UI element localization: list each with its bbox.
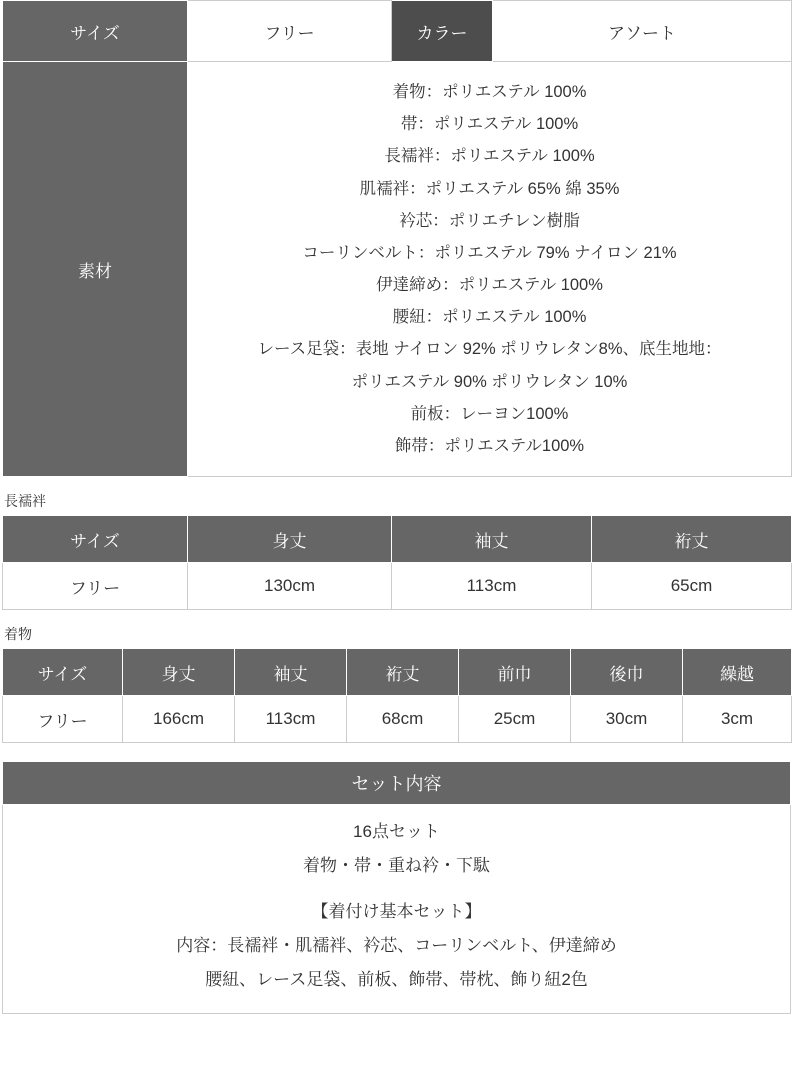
material-line: 腰紐：ポリエステル 100%	[392, 308, 587, 327]
material-line: 前板：レーヨン100%	[410, 404, 569, 423]
kimono-value-yukitake: 68cm	[347, 696, 459, 743]
material-line: 伊達締め：ポリエステル 100%	[376, 276, 603, 295]
material-line: コーリンベルト：ポリエステル 79% ナイロン 21%	[302, 243, 677, 262]
spec-table	[2, 0, 792, 477]
set-line: 16点セット	[353, 822, 440, 842]
material-line: 飾帯：ポリエステル100%	[394, 436, 585, 455]
nagajuban-value-mitake: 130cm	[188, 563, 392, 610]
set-line: 【着付け基本セット】	[311, 902, 482, 922]
material-line: 着物：ポリエステル 100%	[392, 83, 587, 101]
kimono-section-title: 着物	[4, 626, 32, 643]
nagajuban-header-yukitake: 裄丈	[592, 516, 792, 563]
table-row	[3, 696, 792, 743]
material-header-cell: 素材	[3, 62, 188, 477]
kimono-value-mitake: 166cm	[123, 696, 235, 743]
kimono-header-mitake: 身丈	[123, 649, 235, 696]
set-spacer	[11, 883, 782, 895]
set-contents-header: セット内容	[2, 761, 791, 805]
kimono-header-size: サイズ	[3, 649, 123, 696]
table-row	[3, 649, 792, 696]
kimono-value-maehaba: 25cm	[459, 696, 571, 743]
set-contents-body	[2, 805, 791, 1014]
material-line: 衿芯：ポリエチレン樹脂	[399, 211, 580, 230]
color-value-cell: アソート	[493, 1, 792, 62]
material-line: 帯：ポリエステル 100%	[400, 115, 579, 134]
set-line: 内容：長襦袢・肌襦袢、衿芯、コーリンベルト、伊達締め	[176, 936, 617, 956]
kimono-header-maehaba: 前巾	[459, 649, 571, 696]
material-line: レース足袋：表地 ナイロン 92% ポリウレタン8%、底生地地：	[257, 340, 722, 359]
nagajuban-value-yukitake: 65cm	[592, 563, 792, 610]
size-value-cell: フリー	[188, 1, 392, 62]
nagajuban-header-mitake: 身丈	[188, 516, 392, 563]
material-value-cell	[188, 62, 792, 477]
nagajuban-value-sodetake: 113cm	[392, 563, 592, 610]
table-row	[3, 516, 792, 563]
table-row	[3, 1, 792, 62]
nagajuban-value-size: フリー	[3, 563, 188, 610]
size-header-cell: サイズ	[3, 1, 188, 62]
table-row	[3, 62, 792, 477]
kimono-header-ushirohaba: 後巾	[571, 649, 683, 696]
nagajuban-header-sodetake: 袖丈	[392, 516, 592, 563]
kimono-value-ushirohaba: 30cm	[571, 696, 683, 743]
kimono-table	[2, 648, 792, 743]
kimono-header-yukitake: 裄丈	[347, 649, 459, 696]
nagajuban-table	[2, 515, 792, 610]
material-line: ポリエステル 90% ポリウレタン 10%	[351, 372, 628, 391]
color-header-cell: カラー	[392, 1, 493, 62]
kimono-header-sodetake: 袖丈	[235, 649, 347, 696]
kimono-value-size: フリー	[3, 696, 123, 743]
table-row	[3, 563, 792, 610]
set-line: 着物・帯・重ね衿・下駄	[303, 856, 490, 876]
kimono-value-sodetake: 113cm	[235, 696, 347, 743]
kimono-header-kurikoshi: 繰越	[683, 649, 792, 696]
nagajuban-header-size: サイズ	[3, 516, 188, 563]
set-contents-section	[0, 761, 800, 1014]
material-line: 長襦袢：ポリエステル 100%	[384, 147, 595, 166]
kimono-value-kurikoshi: 3cm	[683, 696, 792, 743]
material-line: 肌襦袢：ポリエステル 65% 綿 35%	[359, 179, 620, 198]
set-line: 腰紐、レース足袋、前板、飾帯、帯枕、飾り紐2色	[205, 970, 588, 990]
nagajuban-section-title: 長襦袢	[4, 493, 46, 510]
